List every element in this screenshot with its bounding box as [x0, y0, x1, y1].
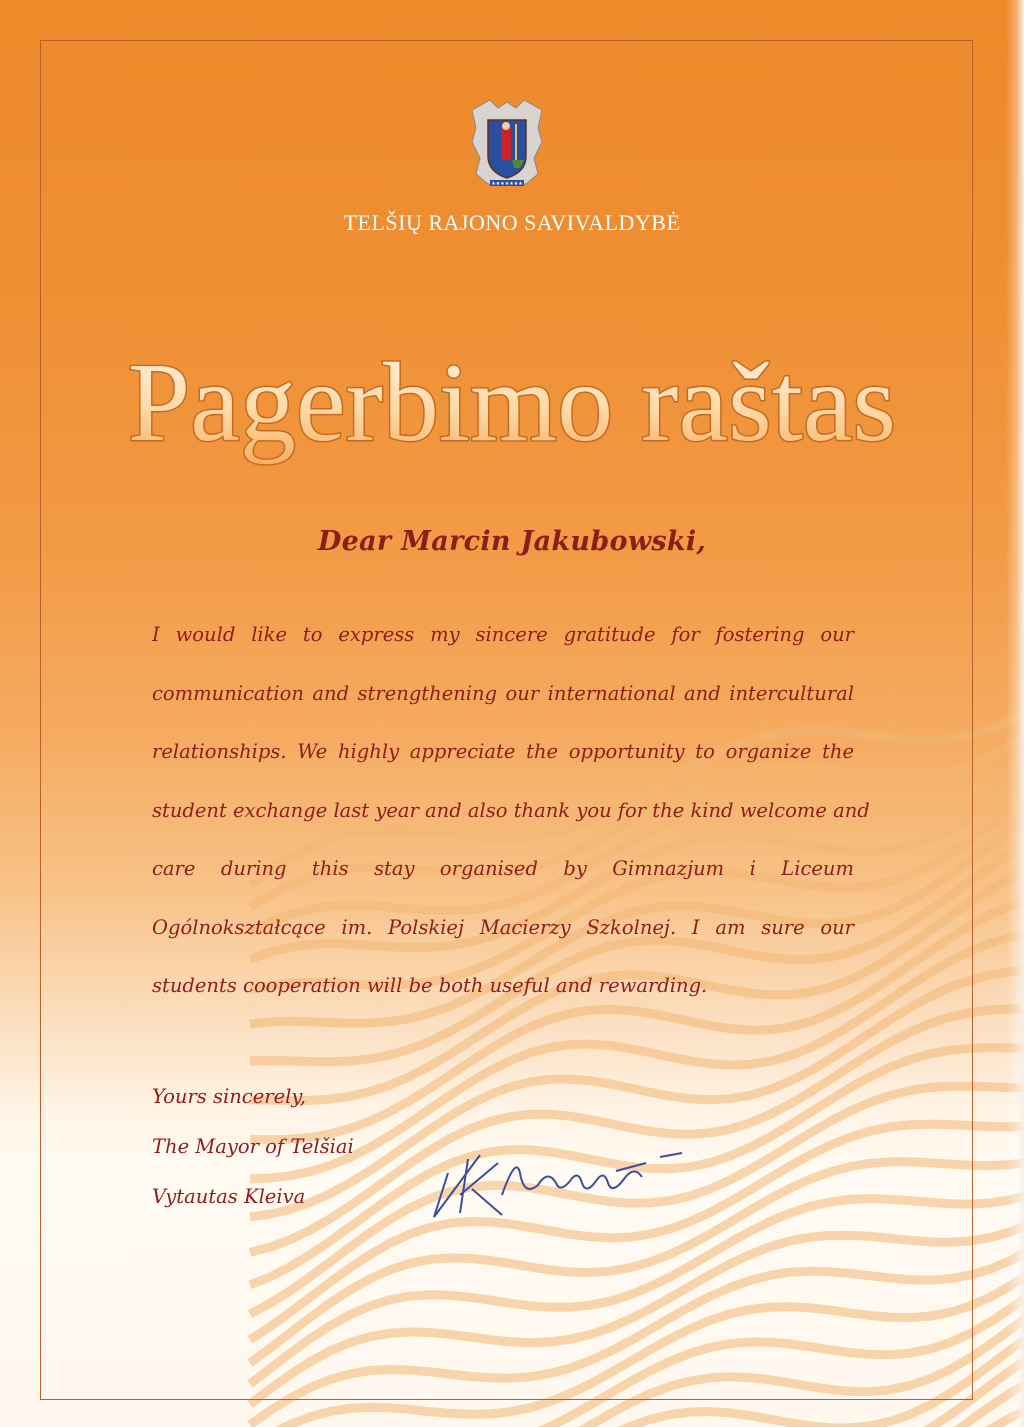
signer-name: Vytautas Kleiva [152, 1185, 306, 1208]
letter-line: I would like to express my sincere gratitude for fostering our [152, 623, 854, 646]
letter-line: student exchange last year and also thank you for the kind welcome and [152, 798, 870, 822]
certificate-title [0, 340, 1024, 490]
handwritten-signature [420, 1125, 710, 1235]
greeting: Dear Marcin Jakubowski, [317, 526, 707, 557]
letter-line: Ogólnokształcące im. Polskiej Macierzy Szkolnej. I am sure our [152, 915, 854, 939]
signer-position: The Mayor of Telšiai [152, 1135, 354, 1158]
letter-line: relationships. We highly appreciate the opportunity to organize the [152, 740, 854, 763]
closing-block [152, 1072, 354, 1222]
letter-body [152, 606, 870, 1016]
municipality-name: TELŠIŲ RAJONO SAVIVALDYBĖ [343, 210, 681, 235]
coat-of-arms-icon [468, 98, 546, 190]
letter-line: care during this stay organised by Gimnazjum i Liceum [152, 857, 854, 880]
svg-text:★★★★★★★: ★★★★★★★ [491, 181, 523, 187]
letter-line: communication and strengthening our international and intercultural [152, 681, 854, 705]
letter-line: students cooperation will be both useful and rewarding. [152, 974, 708, 997]
closing-salutation: Yours sincerely, [152, 1085, 306, 1108]
wave-stripe [250, 1409, 1024, 1427]
title-text: Pagerbimo raštas [127, 341, 897, 465]
